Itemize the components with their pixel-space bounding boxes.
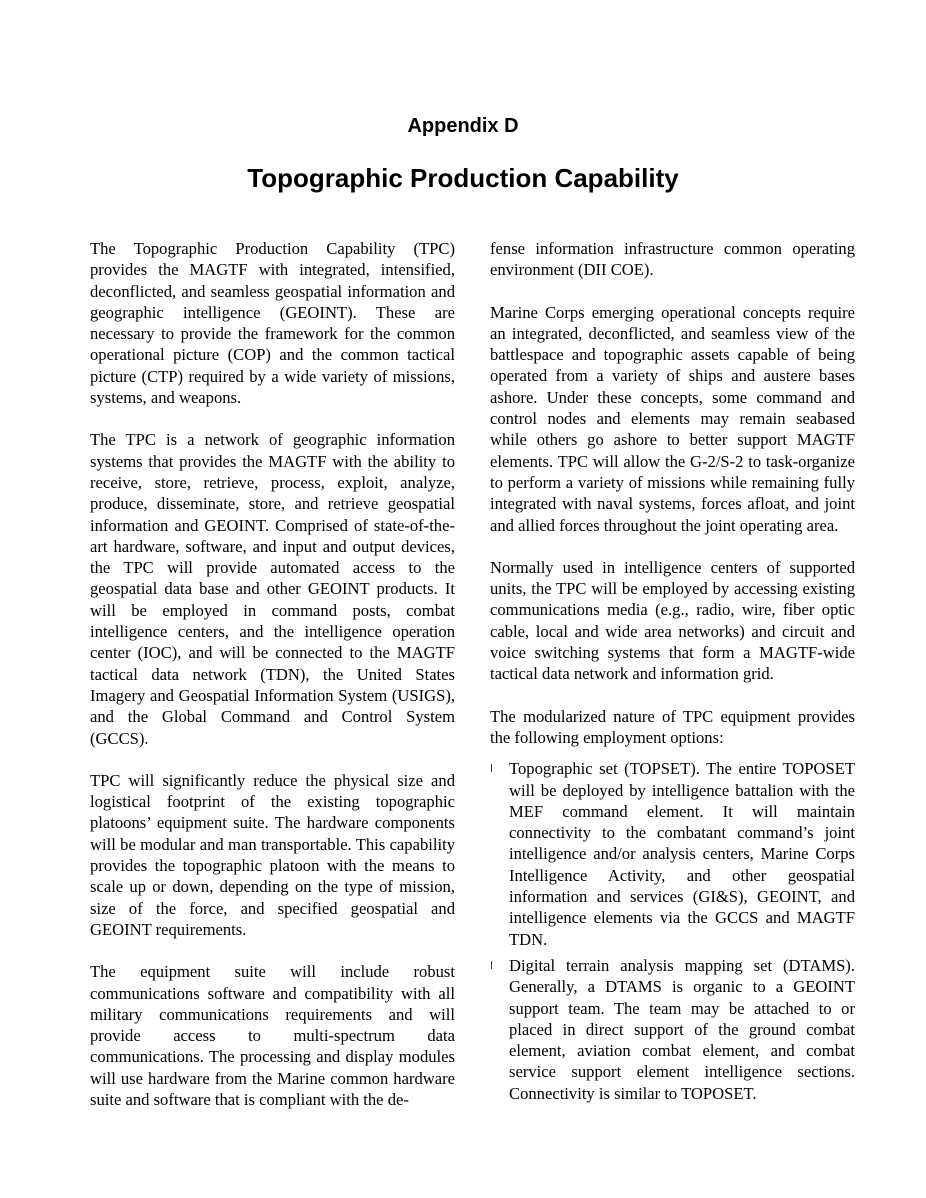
bullet-icon: l	[490, 958, 494, 972]
list-item	[490, 758, 855, 950]
employment-options-list	[490, 758, 855, 1104]
right-column	[490, 238, 855, 1109]
paragraph-tpc-footprint: TPC will significantly reduce the physical size and logistical footprint of the existing topographic platoons’ equipment suite. The hardware components will be modular and man transportable. This capability provides the topographic platoon with the means to scale up or down, depending on the type of mission, size of the force, and specified geospatial and GEOINT requirements.	[90, 770, 455, 939]
paragraph-tpc-intro: The Topographic Production Capability (TPC) provides the MAGTF with integrated, intensified, deconflicted, and seamless geospatial information and geographic intelligence (GEOINT). These are necessary to provide the framework for the common operational picture (COP) and the common tactical picture (CTP) required by a wide variety of missions, systems, and weapons.	[90, 239, 455, 408]
list-item-text: Topographic set (TOPSET). The entire TOPOSET will be deployed by intelligence battalion with the MEF command element. It will maintain connectivity to the combatant command’s joint intelligence and/or analysis centers, Marine Corps Intelligence Activity, and other geospatial information and services (GI&S), GEOINT, and intelligence elements via the GCCS and MAGTF TDN.	[509, 759, 855, 949]
paragraph-operational-concepts: Marine Corps emerging operational concepts require an integrated, deconflicted, and seamless view of the battlespace and topographic assets capable of being operated from a variety of ships and austere bases ashore. Under these concepts, some command and control nodes and elements may remain seabased while others go ashore to better support MAGTF elements. TPC will allow the G-2/S-2 to task-organize to perform a variety of missions while remaining fully integrated with naval systems, forces afloat, and joint and allied forces throughout the joint operating area.	[490, 302, 855, 535]
page-title: Topographic Production Capability	[247, 163, 679, 193]
bullet-icon: l	[490, 762, 494, 776]
paragraph-intelligence-centers: Normally used in intelligence centers of supported units, the TPC will be employed by accessing existing communications media (e.g., radio, wire, fiber optic cable, local and wide area networks) and circuit and voice switching systems that form a MAGTF-wide tactical data network and information grid.	[490, 557, 855, 684]
paragraph-equipment-suite: The equipment suite will include robust communications software and compatibility with all military communications requirements and will provide access to multi-spectrum data communications. The processing and display modules will use hardware from the Marine common hardware suite and software that is compliant with the de-	[90, 962, 455, 1109]
paragraph-dii-coe: fense information infrastructure common operating environment (DII COE).	[490, 239, 855, 280]
list-item	[490, 955, 855, 1104]
list-item-text: Digital terrain analysis mapping set (DTAMS). Generally, a DTAMS is organic to a GEOINT support team. The team may be attached to or placed in direct support of the ground combat element, aviation combat element, and combat service support element intelligence sections. Connectivity is similar to TOPOSET.	[509, 955, 855, 1103]
paragraph-employment-options: The modularized nature of TPC equipment provides the following employment options:	[490, 706, 855, 747]
left-column	[90, 238, 455, 1131]
appendix-label: Appendix D	[407, 115, 519, 137]
paragraph-tpc-network: The TPC is a network of geographic information systems that provides the MAGTF with the ability to receive, store, retrieve, process, exploit, analyze, produce, disseminate, store, and retrieve geospatial information and GEOINT. Comprised of state-of-the-art hardware, software, and input and output devices, the TPC will provide automated access to the geospatial data base and other GEOINT products. It will be employed in command posts, combat intelligence centers, and the intelligence operation center (IOC), and will be connected to the MAGTF tactical data network (TDN), the United States Imagery and Geospatial Information System (USIGS), and the Global Command and Control System (GCCS).	[90, 430, 455, 748]
